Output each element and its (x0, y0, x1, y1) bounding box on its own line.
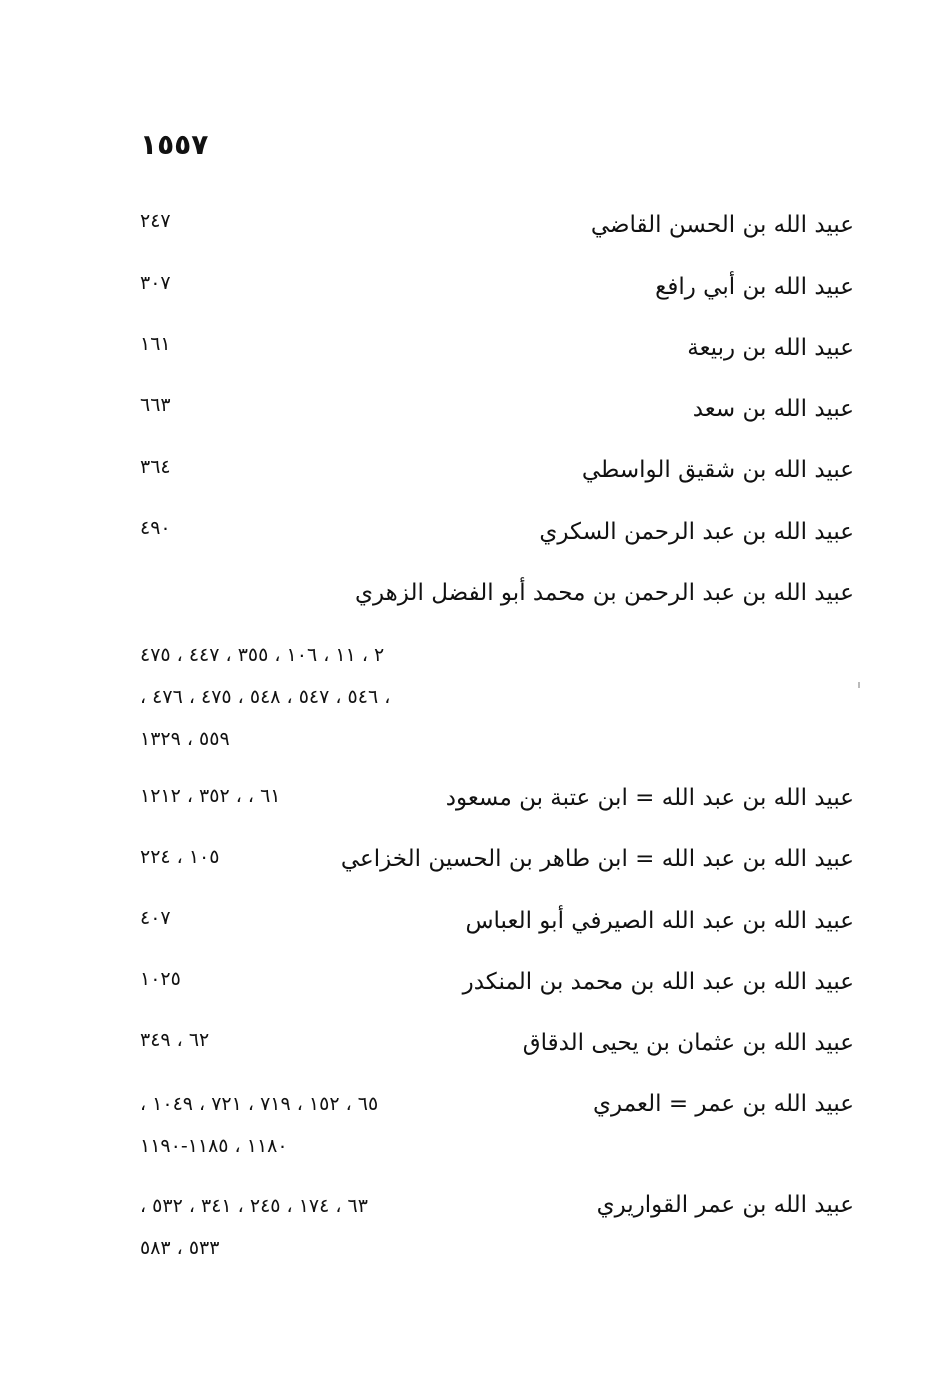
entry-pages (140, 836, 219, 878)
page-ref: ٦٣ ، ١٧٤ ، ٢٤٥ ، ٣٤١ ، ٥٣٢ ، (140, 1195, 368, 1217)
page-ref: ١١٨٠ ، ١١٨٥-١١٩٠ (140, 1135, 288, 1157)
page-ref: ١٦١ (140, 333, 171, 355)
entry-pages (140, 200, 171, 242)
page-ref: ٤٠٧ (140, 907, 171, 929)
page-ref: ١٠٥ ، ٢٢٤ (140, 846, 220, 868)
entry-pages (140, 446, 171, 488)
entry-name: عبيد الله بن عمر القواريري (596, 1192, 854, 1218)
page-ref: ٢٤٧ (140, 210, 171, 232)
entry-pages (140, 323, 171, 365)
entry-pages (140, 1083, 378, 1167)
entry-pages (140, 384, 171, 426)
page-ref: ٢ ، ١١ ، ١٠٦ ، ٣٥٥ ، ٤٤٧ ، ٤٧٥ (140, 644, 385, 666)
entry-name: عبيد الله بن شقيق الواسطي (581, 457, 854, 483)
scan-mark (858, 682, 860, 688)
entry-pages (140, 507, 171, 549)
entry-name: عبيد الله بن أبي رافع (655, 274, 854, 300)
entry-pages (140, 1185, 368, 1269)
entry-name: عبيد الله بن سعد (692, 396, 854, 422)
entry-name: عبيد الله بن ربيعة (687, 335, 854, 361)
page-ref: ٤٩٠ (140, 517, 171, 539)
entry-name: عبيد الله بن عثمان بن يحيى الدقاق (522, 1030, 854, 1056)
page-ref: ٦٢ ، ٣٤٩ (140, 1029, 210, 1051)
page-ref: ٦٦٣ (140, 394, 171, 416)
entry-name: عبيد الله بن الحسن القاضي (590, 212, 854, 238)
page-ref: ، ٥٤٦ ، ٥٤٧ ، ٥٤٨ ، ٤٧٥ ، ٤٧٦ ، (140, 686, 391, 708)
page-number: ١٥٥٧ (140, 128, 209, 161)
page-ref: ٥٣٣ ، ٥٨٣ (140, 1237, 220, 1259)
page-ref: ٣٠٧ (140, 272, 171, 294)
entry-name: عبيد الله بن عبد الرحمن بن محمد أبو الفضل الزهري (354, 580, 854, 606)
entry-pages (140, 1019, 209, 1061)
entry-pages (140, 958, 181, 1000)
entry-name: عبيد الله بن عبد الله الصيرفي أبو العباس (465, 908, 854, 934)
page-ref: ٦١ ، ، ٣٥٢ ، ١٢١٢ (140, 785, 281, 807)
entry-pages (140, 775, 280, 817)
entry-name: عبيد الله بن عبد الله = ابن عتبة بن مسعود (445, 785, 854, 811)
entry-pages (140, 897, 171, 939)
entry-name: عبيد الله بن عبد الله = ابن طاهر بن الحسين الخزاعي (340, 846, 854, 872)
page-ref: ٥٥٩ ، ١٣٢٩ (140, 728, 230, 750)
entry-name: عبيد الله بن عبد الرحمن السكري (539, 519, 854, 545)
page-ref: ٣٦٤ (140, 456, 171, 478)
entry-pages (140, 634, 390, 760)
entry-name: عبيد الله بن عبد الله بن محمد بن المنكدر (462, 969, 854, 995)
page-ref: ٦٥ ، ١٥٢ ، ٧١٩ ، ٧٢١ ، ١٠٤٩ ، (140, 1093, 379, 1115)
entry-pages (140, 262, 171, 304)
page-ref: ١٠٢٥ (140, 968, 181, 990)
entry-name: عبيد الله بن عمر = العمري (593, 1091, 854, 1117)
